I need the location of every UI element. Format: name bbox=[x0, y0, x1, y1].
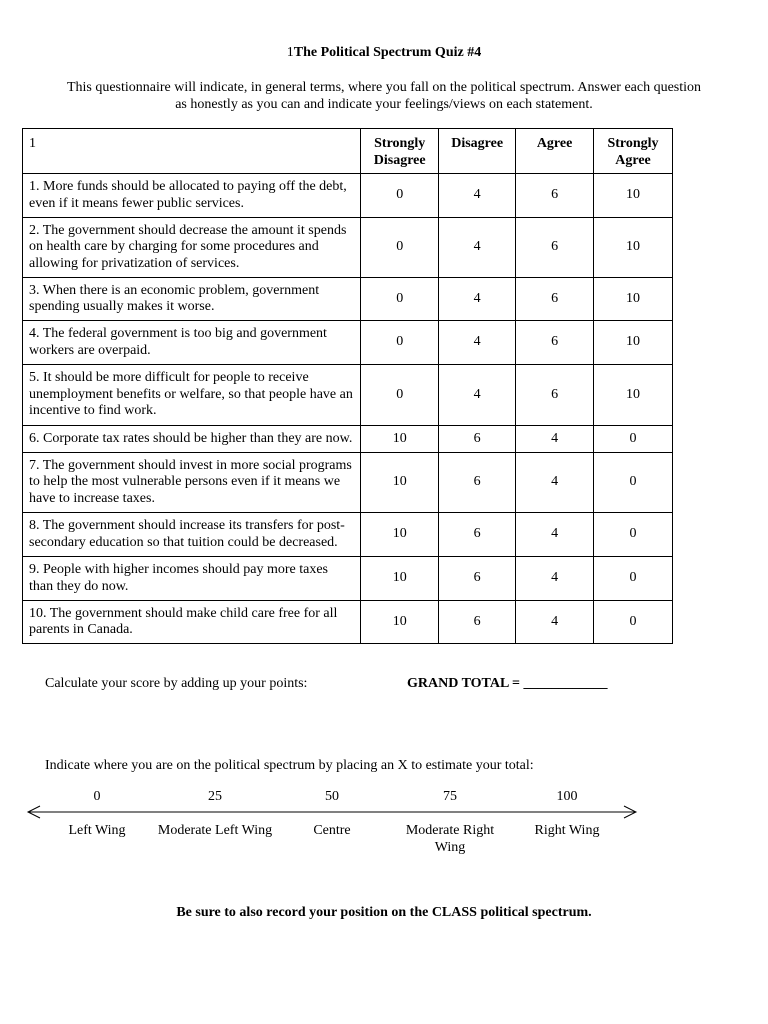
title-number: 1 bbox=[286, 45, 294, 60]
score-cell[interactable]: 4 bbox=[516, 557, 594, 601]
score-cell[interactable]: 0 bbox=[361, 321, 439, 365]
score-cell[interactable]: 4 bbox=[516, 601, 594, 644]
score-cell[interactable]: 10 bbox=[594, 365, 673, 426]
header-agree: Agree bbox=[516, 129, 594, 174]
header-row bbox=[23, 129, 673, 174]
score-cell[interactable]: 6 bbox=[439, 601, 516, 644]
spectrum-label-moderate-right-wing: Moderate Right Wing bbox=[405, 823, 495, 855]
calculate-instruction: Calculate your score by adding up your points: bbox=[45, 676, 308, 691]
score-cell[interactable]: 0 bbox=[594, 426, 673, 453]
spectrum-label-right-wing: Right Wing bbox=[534, 823, 600, 838]
statement-cell: 8. The government should increase its transfers for post-secondary education so that tuition could be decreased. bbox=[23, 513, 361, 557]
title-text: The Political Spectrum Quiz #4 bbox=[293, 45, 482, 60]
intro-paragraph: This questionnaire will indicate, in general terms, where you fall on the political spectrum. Answer each question as honestly as you can and indicate your feelings/views on each statement. bbox=[66, 80, 702, 112]
spectrum-label-left-wing: Left Wing bbox=[68, 823, 126, 838]
grand-total-field[interactable]: GRAND TOTAL = ____________ bbox=[407, 676, 608, 691]
table-row bbox=[23, 426, 673, 453]
header-strongly-agree: Strongly Agree bbox=[594, 129, 673, 174]
statement-cell: 4. The federal government is too big and government workers are overpaid. bbox=[23, 321, 361, 365]
score-cell[interactable]: 10 bbox=[361, 557, 439, 601]
footer-note: Be sure to also record your position on the CLASS political spectrum. bbox=[176, 905, 592, 920]
table-row bbox=[23, 174, 673, 218]
table-row bbox=[23, 365, 673, 426]
score-cell[interactable]: 4 bbox=[439, 321, 516, 365]
table-row bbox=[23, 321, 673, 365]
statement-cell: 3. When there is an economic problem, government spending usually makes it worse. bbox=[23, 278, 361, 321]
spectrum-number-75: 75 bbox=[443, 789, 457, 804]
score-cell[interactable]: 4 bbox=[439, 278, 516, 321]
statement-cell: 6. Corporate tax rates should be higher than they are now. bbox=[23, 426, 361, 453]
score-cell[interactable]: 4 bbox=[439, 218, 516, 278]
score-cell[interactable]: 0 bbox=[594, 557, 673, 601]
score-cell[interactable]: 4 bbox=[439, 365, 516, 426]
spectrum-number-100: 100 bbox=[556, 789, 578, 804]
header-strongly-disagree: Strongly Disagree bbox=[361, 129, 439, 174]
statement-cell: 10. The government should make child care free for all parents in Canada. bbox=[23, 601, 361, 644]
score-cell[interactable]: 4 bbox=[516, 513, 594, 557]
score-cell[interactable]: 4 bbox=[516, 426, 594, 453]
spectrum-arrow-line[interactable] bbox=[26, 803, 640, 821]
statement-cell: 2. The government should decrease the amount it spends on health care by charging for some procedures and allowing for privatization of services. bbox=[23, 218, 361, 278]
table-row bbox=[23, 557, 673, 601]
score-cell[interactable]: 0 bbox=[594, 513, 673, 557]
score-cell[interactable]: 6 bbox=[516, 174, 594, 218]
statement-cell: 1. More funds should be allocated to paying off the debt, even if it means fewer public services. bbox=[23, 174, 361, 218]
table-row bbox=[23, 601, 673, 644]
header-corner-cell: 1 bbox=[23, 129, 361, 174]
score-cell[interactable]: 6 bbox=[516, 278, 594, 321]
score-cell[interactable]: 10 bbox=[594, 321, 673, 365]
table-row bbox=[23, 513, 673, 557]
statement-cell: 7. The government should invest in more social programs to help the most vulnerable persons even if it means we have to increase taxes. bbox=[23, 453, 361, 513]
score-cell[interactable]: 10 bbox=[594, 174, 673, 218]
table-row bbox=[23, 278, 673, 321]
spectrum-number-25: 25 bbox=[208, 789, 222, 804]
score-cell[interactable]: 6 bbox=[439, 426, 516, 453]
score-cell[interactable]: 0 bbox=[361, 174, 439, 218]
page-title bbox=[0, 45, 768, 61]
score-cell[interactable]: 6 bbox=[516, 321, 594, 365]
score-cell[interactable]: 6 bbox=[439, 557, 516, 601]
statement-cell: 5. It should be more difficult for people to receive unemployment benefits or welfare, so that people have an incentive to find work. bbox=[23, 365, 361, 426]
quiz-table bbox=[22, 128, 673, 644]
score-cell[interactable]: 6 bbox=[516, 365, 594, 426]
score-cell[interactable]: 0 bbox=[594, 601, 673, 644]
spectrum-instruction: Indicate where you are on the political spectrum by placing an X to estimate your total: bbox=[45, 758, 534, 773]
score-cell[interactable]: 10 bbox=[594, 218, 673, 278]
spectrum-label-centre: Centre bbox=[313, 823, 351, 838]
spectrum-number-0: 0 bbox=[93, 789, 101, 804]
table-row bbox=[23, 218, 673, 278]
spectrum-number-50: 50 bbox=[325, 789, 339, 804]
spectrum-label-moderate-left-wing: Moderate Left Wing bbox=[157, 823, 273, 838]
score-cell[interactable]: 10 bbox=[361, 426, 439, 453]
score-cell[interactable]: 0 bbox=[361, 278, 439, 321]
score-cell[interactable]: 0 bbox=[594, 453, 673, 513]
score-cell[interactable]: 10 bbox=[594, 278, 673, 321]
score-cell[interactable]: 0 bbox=[361, 218, 439, 278]
score-cell[interactable]: 6 bbox=[439, 453, 516, 513]
score-cell[interactable]: 4 bbox=[439, 174, 516, 218]
header-disagree: Disagree bbox=[439, 129, 516, 174]
score-cell[interactable]: 0 bbox=[361, 365, 439, 426]
table-row bbox=[23, 453, 673, 513]
statement-cell: 9. People with higher incomes should pay more taxes than they do now. bbox=[23, 557, 361, 601]
score-cell[interactable]: 10 bbox=[361, 601, 439, 644]
score-cell[interactable]: 6 bbox=[516, 218, 594, 278]
score-cell[interactable]: 10 bbox=[361, 513, 439, 557]
score-cell[interactable]: 4 bbox=[516, 453, 594, 513]
score-cell[interactable]: 10 bbox=[361, 453, 439, 513]
score-cell[interactable]: 6 bbox=[439, 513, 516, 557]
